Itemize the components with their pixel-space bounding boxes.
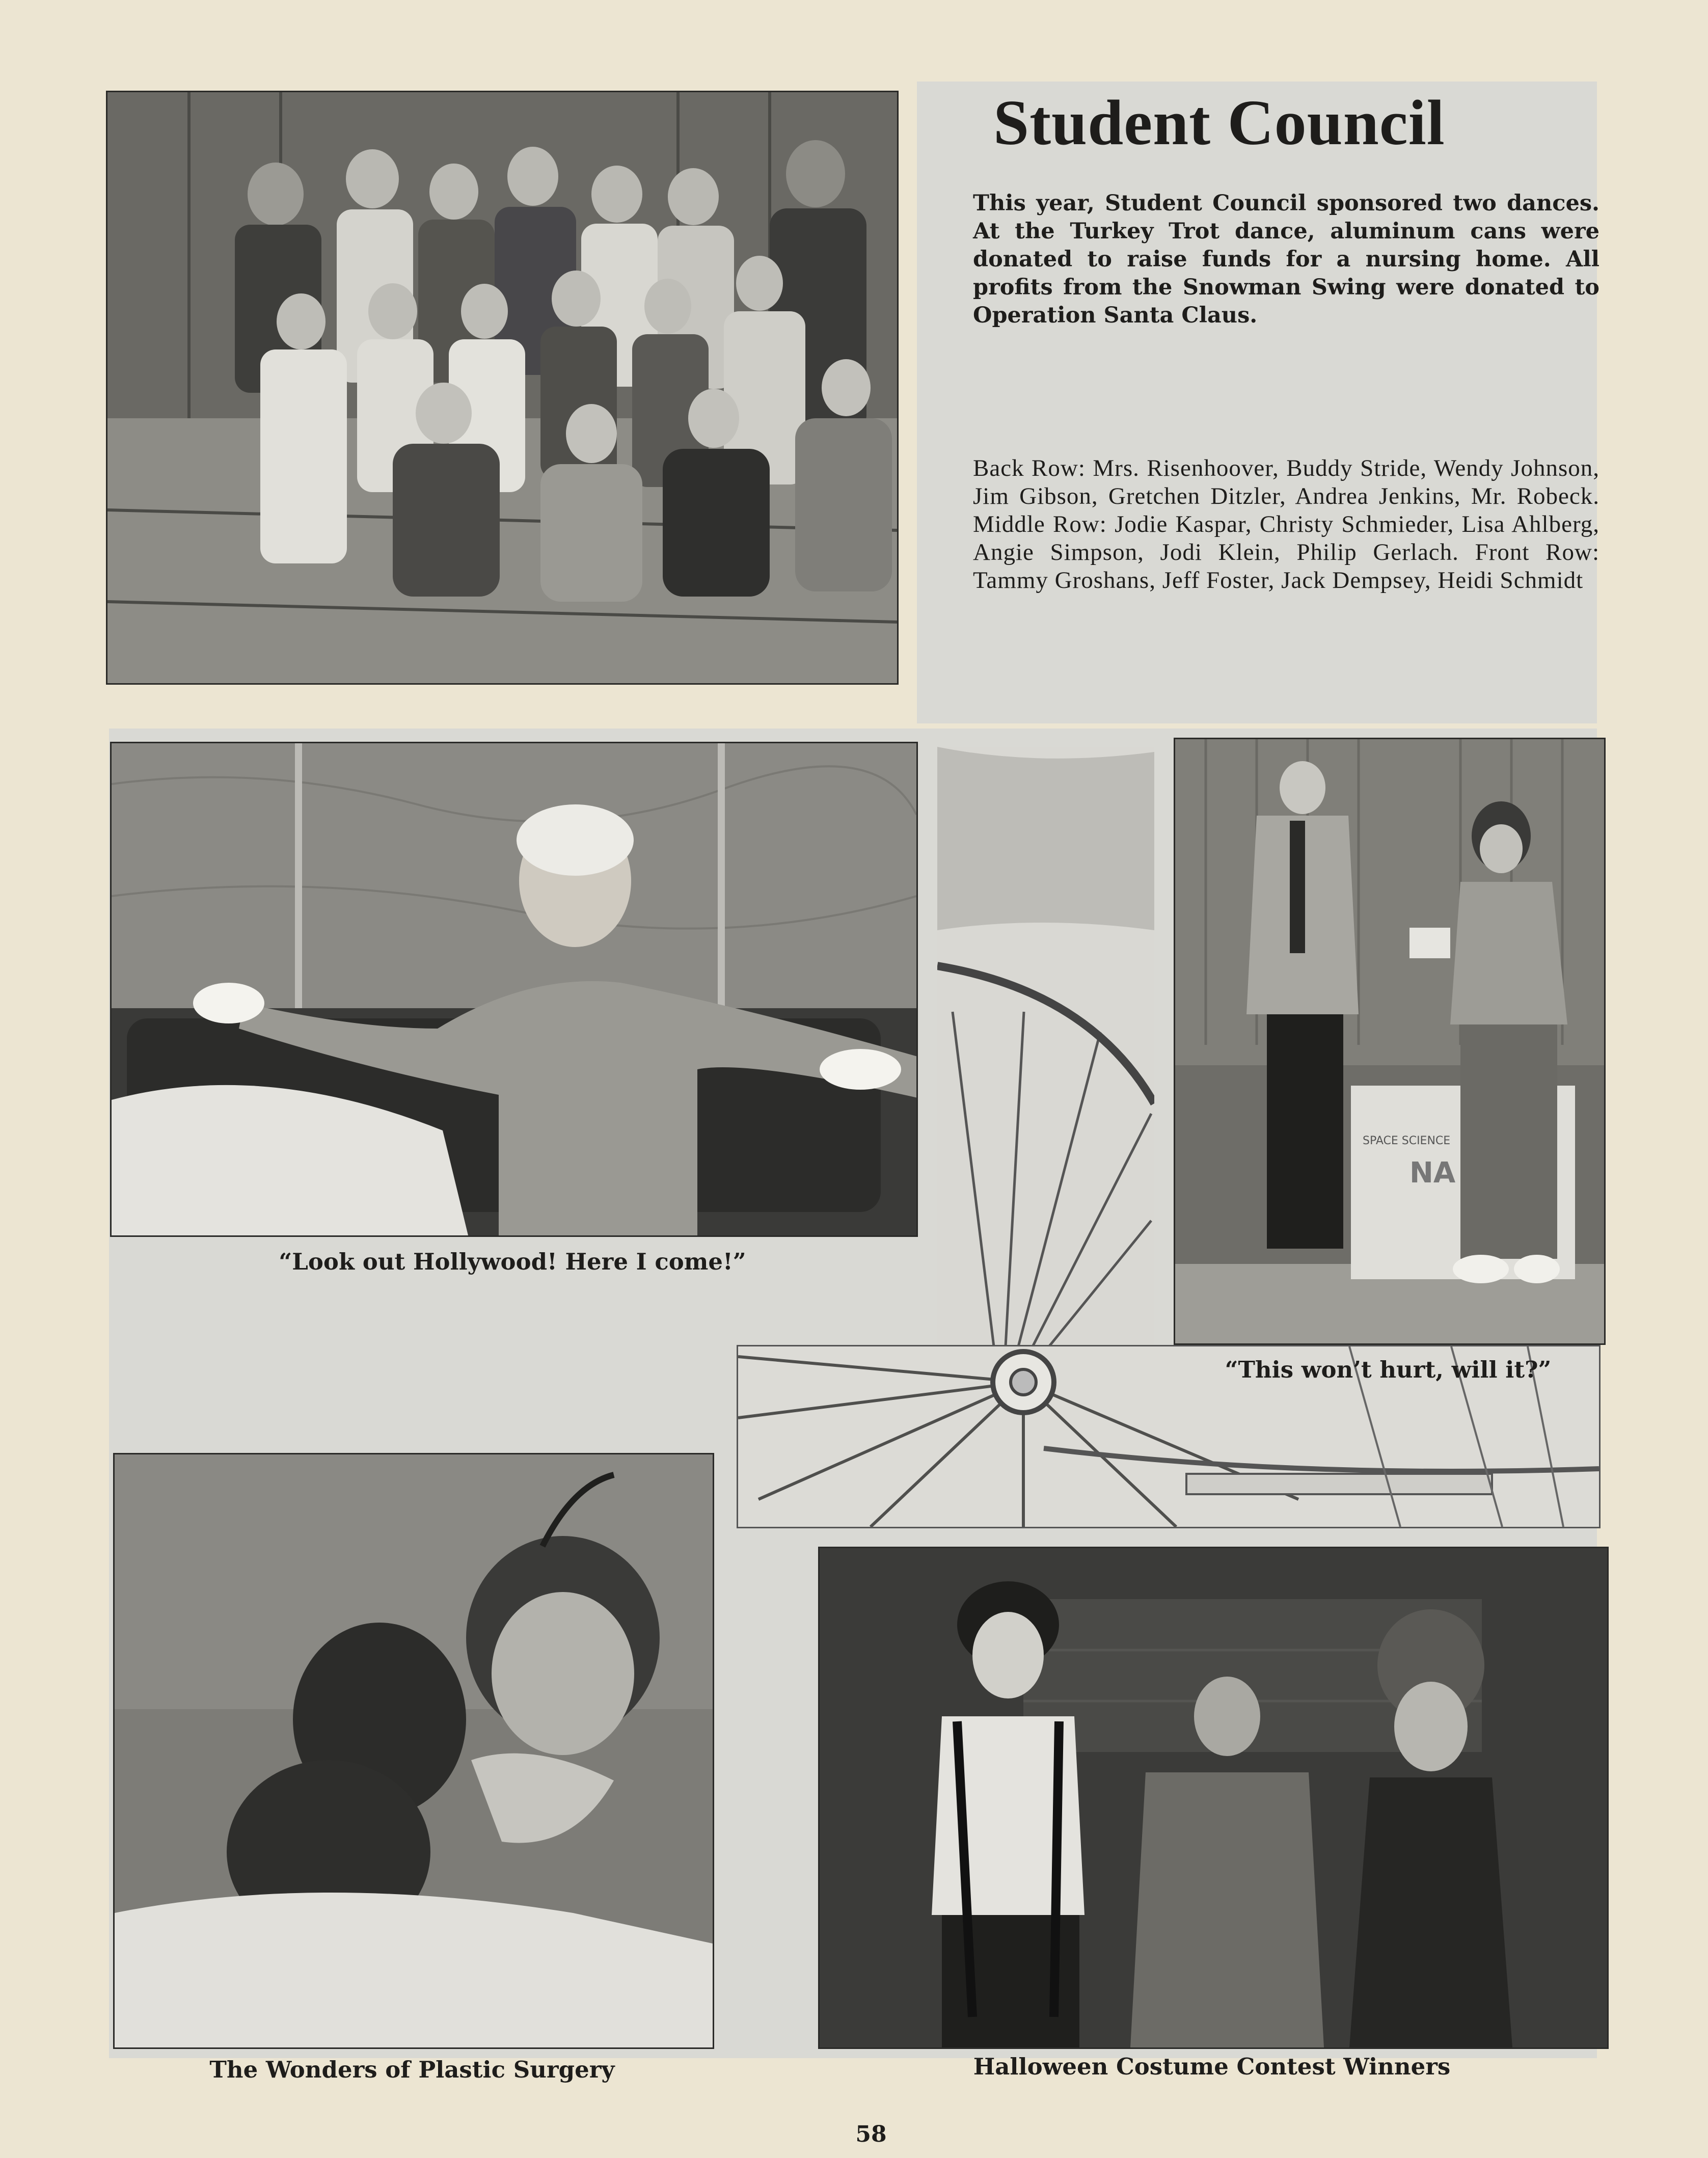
hurt-caption: “This won’t hurt, will it?” — [1225, 1356, 1552, 1383]
nasa-banner-text: SPACE SCIENCE — [1363, 1135, 1451, 1147]
group-photo — [106, 91, 899, 685]
section-summary: This year, Student Council sponsored two dances. At the Turkey Trot dance, aluminum cans were donated to raise funds for a nursing home. All profits from the Snowman Swing were donated to Operation Santa Claus. — [973, 191, 1599, 328]
hollywood-photo — [110, 742, 918, 1237]
plastic-surgery-photo — [113, 1453, 714, 2049]
hollywood-caption: “Look out Hollywood! Here I come!” — [279, 1248, 746, 1275]
page-title: Student Council — [993, 88, 1445, 158]
page-number: 58 — [855, 2121, 887, 2147]
halloween-photo — [818, 1547, 1609, 2049]
background-panel-top — [917, 82, 1597, 723]
svg-text:NA: NA — [1409, 1156, 1456, 1190]
plastic-surgery-caption: The Wonders of Plastic Surgery — [209, 2056, 615, 2083]
names-caption: Back Row: Mrs. Risenhoover, Buddy Stride, Wendy Johnson, Jim Gibson, Gretchen Ditzler, Andrea Jenkins, Mr. Robeck. Middle Row: Jodie Kaspar, Christy Schmieder, Lisa Ahlberg, Angie Simpson, Jodi Klein, Philip Gerlach. Front Row: Tammy Groshans, Jeff Foster, Jack Dempsey, Heidi Schmidt — [973, 455, 1599, 594]
nasa-demo-photo — [1174, 738, 1606, 1345]
wagon-wheel-drawing — [937, 747, 1154, 1419]
halloween-caption: Halloween Costume Contest Winners — [973, 2053, 1451, 2080]
